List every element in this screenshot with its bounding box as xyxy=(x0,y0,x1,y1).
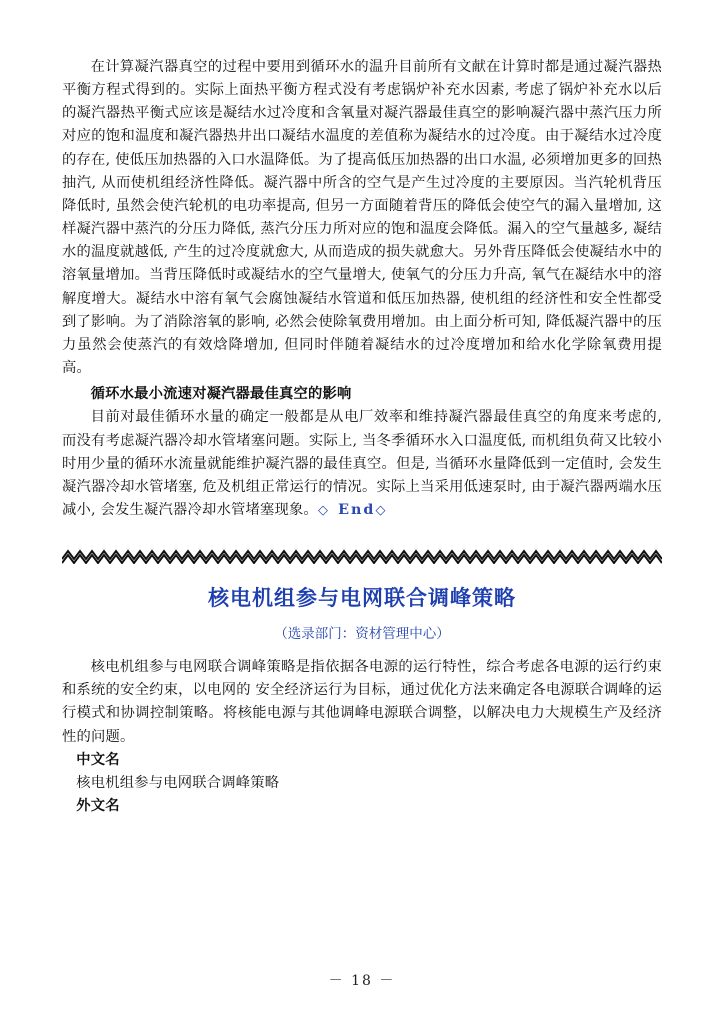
end-diamond-left-icon: ◇ xyxy=(317,502,329,518)
end-marker: End xyxy=(338,501,376,518)
page-number: － 18 － xyxy=(328,973,396,989)
article-body-current xyxy=(62,656,662,818)
article-body-previous xyxy=(62,56,662,522)
article-subtitle: （选录部门：资材管理中心） xyxy=(274,626,450,643)
paragraph-1: 在计算凝汽器真空的过程中要用到循环水的温升目前所有文献在计算时都是通过凝汽器热平衡方程式得到的。实际上面热平衡方程式没有考虑锅炉补充水因素, 考虑了锅炉补充水以后的凝汽器热平衡式应该是凝结水过冷度和含氧量对凝汽器最佳真空的影响凝汽器中蒸汽压力所对应的饱和温度和凝汽器热井出口凝结水温度的差值称为凝结水的过冷度。由于凝结水过冷度的存在, 使低压加热器的入口水温降低。为了提高低压加热器的出口水温, 必须增加更多的回热抽汽, 从而使机组经济性降低。凝汽器中所含的空气是产生过冷度的主要原因。当汽轮机背压降低时, 虽然会使汽轮机的电功率提高, 但另一方面随着背压的降低会使空气的漏入量增加, 这样凝汽器中蒸汽的分压力降低, 蒸汽分压力所对应的饱和温度会降低。漏入的空气量越多, 凝结水的温度就越低, 产生的过冷度就愈大, 从而造成的损失就愈大。另外背压降低会使凝结水中的溶氧量增加。当背压降低时或凝结水的空气量增大, 使氧气的分压力升高, 氧气在凝结水中的溶解度增大。凝结水中溶有氧气会腐蚀凝结水管道和低压加热器, 使机组的经济性和安全性都受到了影响。为了消除溶氧的影响, 必然会使除氧费用增加。由上面分析可知, 降低凝汽器中的压力虽然会使蒸汽的有效焓降增加, 但同时伴随着凝结水的过冷度增加和给水化学除氧费用提高。 xyxy=(62,59,662,377)
end-diamond-right-icon: ◇ xyxy=(375,502,386,518)
meta-label-chinese-name: 中文名 xyxy=(76,751,120,768)
section-subheading: 循环水最小流速对凝汽器最佳真空的影响 xyxy=(90,386,352,403)
meta-value-chinese-name: 核电机组参与电网联合调峰策略 xyxy=(76,774,280,791)
article-title: 核电机组参与电网联合调峰策略 xyxy=(208,586,516,611)
paragraph-2 xyxy=(62,406,662,522)
meta-label-foreign-name: 外文名 xyxy=(76,798,120,815)
paragraph-2-text: 目前对最佳循环水量的确定一般都是从电厂效率和维持凝汽器最佳真空的角度来考虑的, 而没有考虑凝汽器冷却水管堵塞问题。实际上, 当冬季循环水入口温度低, 而机组负荷又比较小时用少量的循环水流量就能维护凝汽器的最佳真空。但是, 当循环水量降低到一定值时, 会发生凝汽器冷却水管堵塞, 危及机组正常运行的情况。实际上当采用低速泵时, 由于凝汽器两端水压减小, 会发生凝汽器冷却水管堵塞现象。 xyxy=(62,409,662,518)
zigzag-divider xyxy=(62,548,662,564)
article-lead-paragraph: 核电机组参与电网联合调峰策略是指依据各电源的运行特性，综合考虑各电源的运行约束和系统的安全约束，以电网的 安全经济运行为目标，通过优化方法来确定各电源联合调峰的运行模式和协调控制策略。将核能电源与其他调峰电源联合调整，以解决电力大规模生产及经济性的问题。 xyxy=(62,659,662,745)
